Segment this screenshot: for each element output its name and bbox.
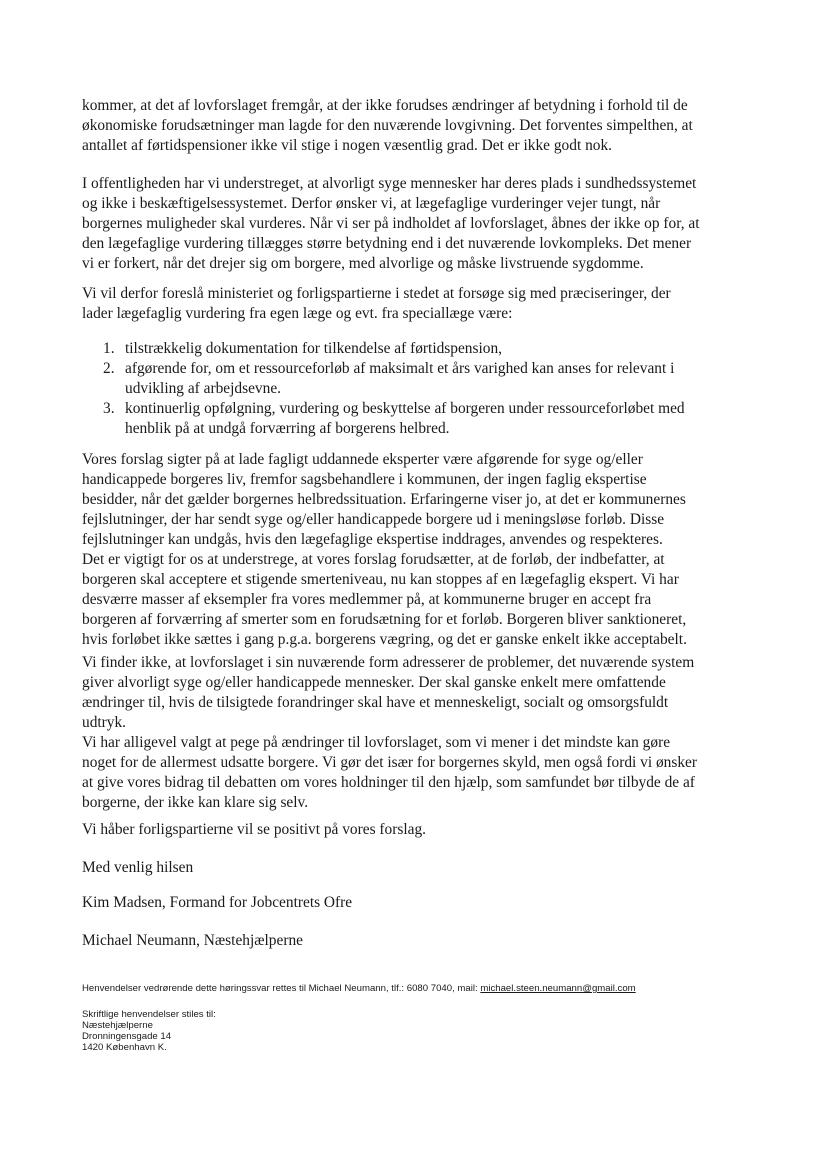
greeting-text: Med venlig hilsen [82,859,194,876]
email-link[interactable]: michael.steen.neumann@gmail.com [480,983,636,994]
signatory-text: Kim Madsen, Formand for Jobcentrets Ofre [82,894,353,911]
paragraph-text: Vi finder ikke, at lovforslaget i sin nuværende form adresserer de problemer, det nuværende system giver alvorligt syge og/eller handicappede mennesker. Der skal ganske enkelt mere omfattende ændringer til, hvis de tilsigtede forandringer skal have et menneskeligt, socialt og omsorgsfuldt udtryk. Vi har alligevel valgt at pege på ændringer til lovforslaget, som vi mener i det mindste kan gøre noget for de allermest udsatte borgere. Vi gør det især for borgernes skyld, men også fordi vi ønsker at give vores bidrag til debatten om vores holdninger til den hjælp, som samfundet bør tilbyde de af borgerne, der ikke kan klare sig selv. [82,654,697,811]
paragraph-text: Vores forslag sigter på at lade fagligt uddannede eksperter være afgørende for syge og/eller handicappede borgeres liv, fremfor sagsbehandlere i kommunen, der ingen faglig ekspertise besidder, når det gælder borgernes helbredssituation. Erfaringerne viser jo, at det er kommunernes fejlslutninger, der har sendt syge og/eller handicappede borgere ud i meningsløse forløb. Disse fejlslutninger kan undgås, hvis den lægefaglige ekspertise inddrages, anvendes og respekteres. Det er vigtigt for os at understrege, at vores forslag forudsætter, at de forløb, der indbefatter, at borgeren skal acceptere et stigende smerteniveau, nu kan stoppes af en lægefaglig ekspert. Vi har desværre masser af eksempler fra vores medlemmer på, at kommunerne bruger en accept fra borgeren af forværring af smerter som en forudsætning for et forløb. Borgeren bliver sanktioneret, hvis forløbet ikke sættes i gang p.g.a. borgerens vægring, og det er ganske enkelt ikke acceptabelt. [82,451,687,648]
address-line: Næstehjælperne [82,1020,153,1031]
list-item-text: afgørende for, om et ressourceforløb af maksimalt et års varighed kan anses for relevant i udvikling af arbejdsevne. [125,360,675,397]
footer-address [82,1009,762,1053]
paragraph-conclusion [82,653,752,813]
address-line: Skriftlige henvendelser stiles til: [82,1009,216,1020]
paragraph-health-system [82,174,752,274]
closing-greeting [82,858,752,878]
numbered-list [82,339,752,439]
signatory-1 [82,893,752,913]
list-item-text: tilstrækkelig dokumentation for tilkendelse af førtidspension, [125,340,503,357]
list-item [82,399,752,439]
paragraph-text: kommer, at det af lovforslaget fremgår, at der ikke forudses ændringer af betydning i forhold til de økonomiske forudsætninger man lagde for den nuværende lovgivning. Det forventes simpelthen, at antallet af førtidspensioner ikke vil stige i nogen væsentlig grad. Det er ikke godt nok. [82,97,693,154]
list-number: 3. [103,400,115,417]
paragraph-proposal-intro [82,284,752,324]
footer-contact [82,983,762,994]
list-item-text: kontinuerlig opfølgning, vurdering og beskyttelse af borgeren under ressourceforløbet med henblik på at undgå forværring af borgerens helbred. [125,400,685,437]
paragraph-expert-assessment [82,450,752,650]
paragraph-text: Vi håber forligspartierne vil se positivt på vores forslag. [82,821,426,838]
paragraph-economic-assumptions [82,96,752,156]
paragraph-text: I offentligheden har vi understreget, at alvorligt syge mennesker har deres plads i sundhedssystemet og ikke i beskæftigelsessystemet. Derfor ønsker vi, at lægefaglige vurderinger vejer tungt, når borgernes muligheder skal vurderes. Når vi ser på indholdet af lovforslaget, åbnes der ikke op for, at den lægefaglige vurdering tillægges større betydning end i det nuværende lovkompleks. Det mener vi er forkert, når det drejer sig om borgere, med alvorlige og måske livstruende sygdomme. [82,175,700,272]
contact-text: Henvendelser vedrørende dette høringssvar rettes til Michael Neumann, tlf.: 6080 7040, mail: [82,983,481,994]
paragraph-hope [82,820,752,840]
signatory-2 [82,931,752,951]
list-item [82,339,752,359]
list-number: 1. [103,340,115,357]
list-item [82,359,752,399]
signatory-text: Michael Neumann, Næstehjælperne [82,932,303,949]
address-line: 1420 København K. [82,1042,167,1053]
paragraph-text: Vi vil derfor foreslå ministeriet og forligspartierne i stedet at forsøge sig med præciseringer, der lader lægefaglig vurdering fra egen læge og evt. fra speciallæge være: [82,285,671,322]
address-line: Dronningensgade 14 [82,1031,172,1042]
list-number: 2. [103,360,115,377]
